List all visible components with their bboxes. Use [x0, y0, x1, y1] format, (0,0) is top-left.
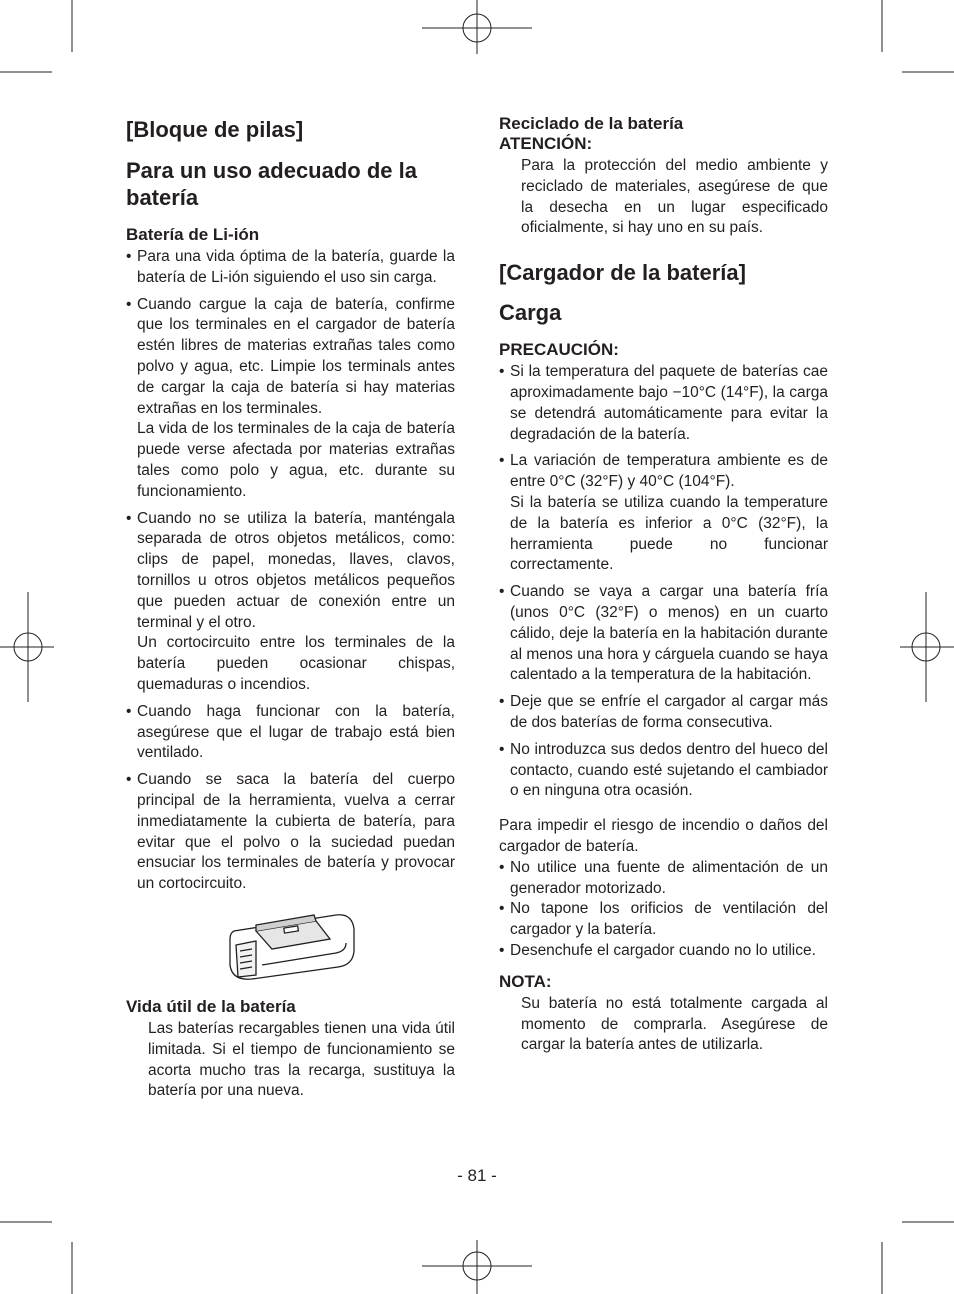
caution-bullet-list	[499, 362, 828, 802]
list-item: • No introduzca sus dedos dentro del hueco del contacto, cuando esté sujetando el cambiador o en ninguna otra ocasión.	[499, 740, 828, 802]
list-item: • Cuando haga funcionar con la batería, asegúrese que el lugar de trabajo está bien ventilado.	[126, 702, 455, 764]
section-heading-battery-pack: [Bloque de pilas]	[126, 117, 304, 142]
heading-charging: Carga	[499, 300, 562, 326]
caution-label: PRECAUCIÓN:	[499, 340, 619, 360]
subheading-battery-life: Vida útil de la batería	[126, 996, 296, 1016]
note-label: NOTA:	[499, 971, 552, 991]
list-item: • Para una vida óptima de la batería, guarde la batería de Li-ión siguiendo el uso sin carga.	[126, 247, 455, 289]
list-item: • Cuando se saca la batería del cuerpo principal de la herramienta, vuelva a cerrar inmediatamente la cubierta de batería, para evitar que el polvo o la suciedad puedan ensuciar los terminales de batería y provocar un cortocircuito.	[126, 770, 455, 895]
page-number: - 81 -	[457, 1166, 497, 1185]
note-text: Su batería no está totalmente cargada al momento de comprarla. Asegúrese de cargar la batería antes de utilizarla.	[521, 994, 828, 1054]
list-item: • Si la temperatura del paquete de baterías cae aproximadamente bajo −10°C (14°F), la carga se detendrá automáticamente para evitar la degradación de la batería.	[499, 362, 828, 445]
battery-life-text: Las baterías recargables tienen una vida útil limitada. Si el tiempo de funcionamiento se acorta mucho tras la recarga, sustituya la batería por una nueva.	[148, 1019, 455, 1100]
list-item: • Cuando cargue la caja de batería, confirme que los terminales en el cargador de batería estén libres de materias extrañas tales como polvo y agua, etc. Limpie los terminals antes de cargar la caja de batería si hay materias extrañas en los terminales. La vida de los terminales de la caja de batería puede verse afectada por materias extrañas tales como polo y agua, etc. durante su funcionamiento.	[126, 295, 455, 503]
list-item: • Deje que se enfríe el cargador al cargar más de dos baterías de forma consecutiva.	[499, 692, 828, 734]
subheading-recycling: Reciclado de la batería	[499, 114, 684, 133]
left-column	[126, 112, 455, 1102]
battery-pack-illustration	[226, 905, 358, 983]
list-item: • Cuando se vaya a cargar una batería fría (unos 0°C (32°F) o menos) en un cuarto cálido, deje la batería en la habitación durante al menos una hora y cárguela cuando se haya calentado a la temperatura de la habitación.	[499, 582, 828, 686]
fire-risk-intro: Para impedir el riesgo de incendio o daños del cargador de batería.	[499, 817, 828, 855]
recycling-text: Para la protección del medio ambiente y reciclado de materiales, asegúrese de que la desecha en un lugar especificado oficialmente, si hay uno en su país.	[521, 157, 828, 237]
li-ion-bullet-list	[126, 247, 455, 895]
list-item: • Desenchufe el cargador cuando no lo utilice.	[499, 941, 828, 962]
section-heading-charger: [Cargador de la batería]	[499, 260, 746, 286]
attention-label: ATENCIÓN:	[499, 134, 593, 153]
list-item: • La variación de temperatura ambiente es de entre 0°C (32°F) y 40°C (104°F). Si la batería se utiliza cuando la temperature de la batería es inferior a 0°C (32°F), la herramienta puede no funcionar correctamente.	[499, 451, 828, 576]
subheading-li-ion: Batería de Li-ión	[126, 225, 260, 244]
list-item: • No tapone los orificios de ventilación del cargador y la batería.	[499, 899, 828, 941]
list-item: • No utilice una fuente de alimentación de un generador motorizado.	[499, 858, 828, 900]
fire-risk-bullet-list	[499, 858, 828, 962]
right-column	[499, 112, 828, 1056]
heading-proper-use: Para un uso adecuado de la batería	[126, 158, 417, 210]
list-item: • Cuando no se utiliza la batería, manténgala separada de otros objetos metálicos, como: clips de papel, monedas, llaves, clavos, tornillos u otros objetos metálicos pequeños que pueden actuar de conexión entre un terminal y el otro. Un cortocircuito entre los terminales de la batería pueden ocasionar chispas, quemaduras o incendios.	[126, 509, 455, 696]
